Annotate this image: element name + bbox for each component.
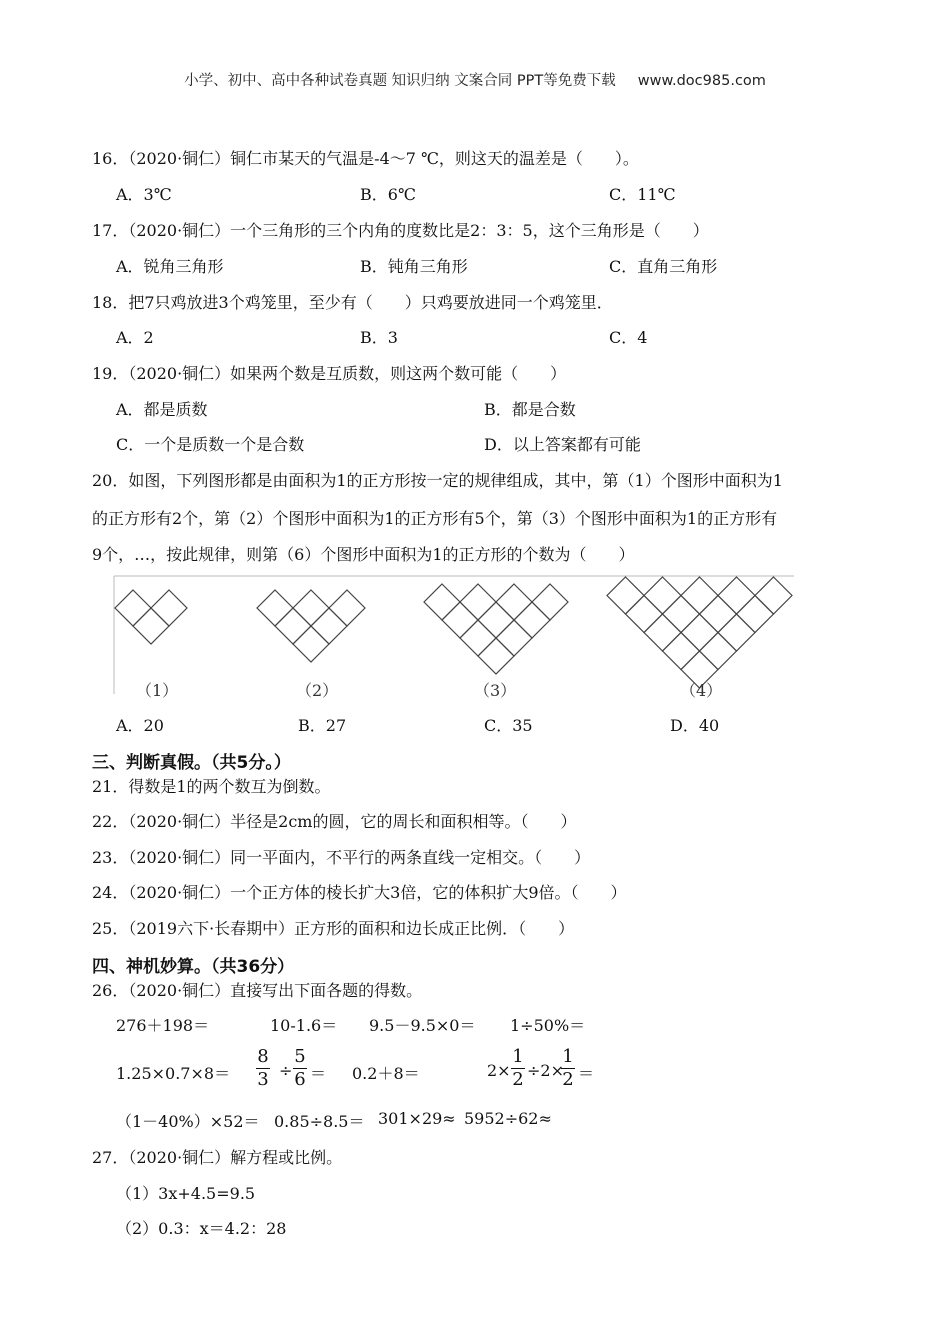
unit-square [718,614,755,651]
q18-stem: 18．把7只鸡放进3个鸡笼里，至少有（ ）只鸡要放进同一个鸡笼里． [92,293,613,312]
q18-option-a: A．2 [116,328,154,347]
unit-square [442,602,478,638]
q26-stem: 26．（2020·铜仁）直接写出下面各题的得数。 [92,981,423,1000]
q20-line-3: 9个，…，按此规律，则第（6）个图形中面积为1的正方形的个数为（ ） [92,545,635,564]
unit-square [478,602,514,638]
fraction-numerator: 1 [512,1046,524,1067]
q16-option-b: B．6℃ [360,185,416,204]
unit-square [681,614,718,651]
q20-option-a: A．20 [116,716,164,735]
q20-line-1: 20．如图，下列图形都是由面积为1的正方形按一定的规律组成，其中，第（1）个图形中面积为1 [92,471,783,490]
q21-stem: 21．得数是1的两个数互为倒数。 [92,777,331,796]
q24-stem: 24．（2020·铜仁）一个正方体的棱长扩大3倍，它的体积扩大9倍。（ ） [92,883,627,902]
q23-stem: 23．（2020·铜仁）同一平面内，不平行的两条直线一定相交。（ ） [92,848,591,867]
header-text: 小学、初中、高中各种试卷真题 知识归纳 文案合同 PPT等免费下载 [184,73,616,89]
fraction-numerator: 1 [562,1046,574,1067]
fraction-5-6 [293,1048,307,1089]
q20-option-c: C．35 [484,716,533,735]
unit-square [329,590,365,626]
fraction-1-2 [511,1048,525,1089]
fraction-denominator: 2 [512,1069,524,1090]
unit-square [478,638,514,674]
q18-option-c: C．4 [609,328,648,347]
divide-sign: ÷ [279,1061,293,1080]
unit-square [644,577,681,614]
unit-square [607,577,644,614]
unit-square [626,596,663,633]
q27-equation-1: （1）3x+4.5=9.5 [116,1184,256,1203]
unit-square [311,608,347,644]
header-url[interactable]: www.doc985.com [637,73,766,89]
q16-option-a: A．3℃ [116,185,172,204]
q20-option-d: D．40 [670,716,720,735]
q16-stem: 16．（2020·铜仁）铜仁市某天的气温是-4～7 ℃，则这天的温差是（ ）。 [92,149,639,168]
section-4-heading: 四、神机妙算。（共36分） [92,957,295,977]
calc-5: 1.25×0.7×8＝ [116,1064,231,1083]
q19-stem: 19．（2020·铜仁）如果两个数是互质数，则这两个数可能（ ） [92,364,567,383]
q16-option-c: C．11℃ [609,185,676,204]
fraction-denominator: 6 [294,1069,306,1090]
unit-square [663,633,700,670]
section-3-heading: 三、判断真假。（共5分。） [92,753,291,773]
q18-option-b: B．3 [360,328,398,347]
unit-square [257,590,293,626]
q22-stem: 22．（2020·铜仁）半径是2cm的圆，它的周长和面积相等。（ ） [92,812,577,831]
calc-4: 1÷50%＝ [510,1016,586,1035]
calc-9: （1－40%）×52＝ [116,1112,260,1131]
calc-11: 301×29≈ [378,1109,456,1128]
unit-square [460,584,496,620]
equals-sign: ＝ [578,1064,595,1083]
q25-stem: 25．（2019六下·长春期中）正方形的面积和边长成正比例．（ ） [92,919,575,938]
figure-1-squares [115,590,187,644]
fraction-numerator: 5 [294,1046,306,1067]
unit-square [460,620,496,656]
unit-square [293,590,329,626]
unit-square [681,577,718,614]
q19-option-b: B．都是合数 [484,400,576,419]
calc-8-middle: ÷2× [527,1061,564,1080]
figure-2-label: （2） [296,681,339,700]
calc-3: 9.5－9.5×0＝ [369,1016,476,1035]
calc-7: 0.2＋8＝ [352,1064,420,1083]
fraction-8-3 [256,1048,270,1089]
q27-equation-2: （2）0.3：x＝4.2：28 [116,1219,287,1238]
figure-2-squares [257,590,365,662]
unit-square [151,590,187,626]
figure-3-squares [424,584,568,674]
unit-square [737,596,774,633]
q27-stem: 27．（2020·铜仁）解方程或比例。 [92,1148,343,1167]
unit-square [700,596,737,633]
unit-square [700,633,737,670]
q19-option-a: A．都是质数 [116,400,208,419]
unit-square [532,584,568,620]
q17-option-c: C．直角三角形 [609,257,718,276]
calc-2: 10-1.6＝ [270,1016,338,1035]
unit-square [663,596,700,633]
unit-square [496,620,532,656]
figure-4-squares [607,577,792,688]
q20-line-2: 的正方形有2个，第（2）个图形中面积为1的正方形有5个，第（3）个图形中面积为1的正方形有 [92,509,778,528]
q17-option-b: B．钝角三角形 [360,257,468,276]
q17-option-a: A．锐角三角形 [116,257,224,276]
unit-square [644,614,681,651]
figure-1-label: （1） [136,681,179,700]
q19-option-c: C．一个是质数一个是合数 [116,435,305,454]
fraction-numerator: 8 [257,1046,269,1067]
calc-8-prefix: 2× [487,1061,511,1080]
unit-square [755,577,792,614]
figure-4-label: （4） [680,681,723,700]
unit-square [496,584,532,620]
q19-option-d: D．以上答案都有可能 [484,435,641,454]
equals-sign: ＝ [310,1064,327,1083]
calc-12: 5952÷62≈ [464,1109,552,1128]
figure-3-label: （3） [474,681,517,700]
unit-square [718,577,755,614]
unit-square [424,584,460,620]
fraction-denominator: 3 [257,1069,269,1090]
unit-square [133,608,169,644]
q17-stem: 17．（2020·铜仁）一个三角形的三个内角的度数比是2：3：5，这个三角形是（ ） [92,221,709,240]
fraction-1-2 [561,1048,575,1089]
fraction-denominator: 2 [562,1069,574,1090]
unit-square [293,626,329,662]
unit-square [115,590,151,626]
calc-10: 0.85÷8.5＝ [274,1112,365,1131]
q20-option-b: B．27 [298,716,347,735]
unit-square [514,602,550,638]
calc-1: 276＋198＝ [116,1016,210,1035]
unit-square [275,608,311,644]
